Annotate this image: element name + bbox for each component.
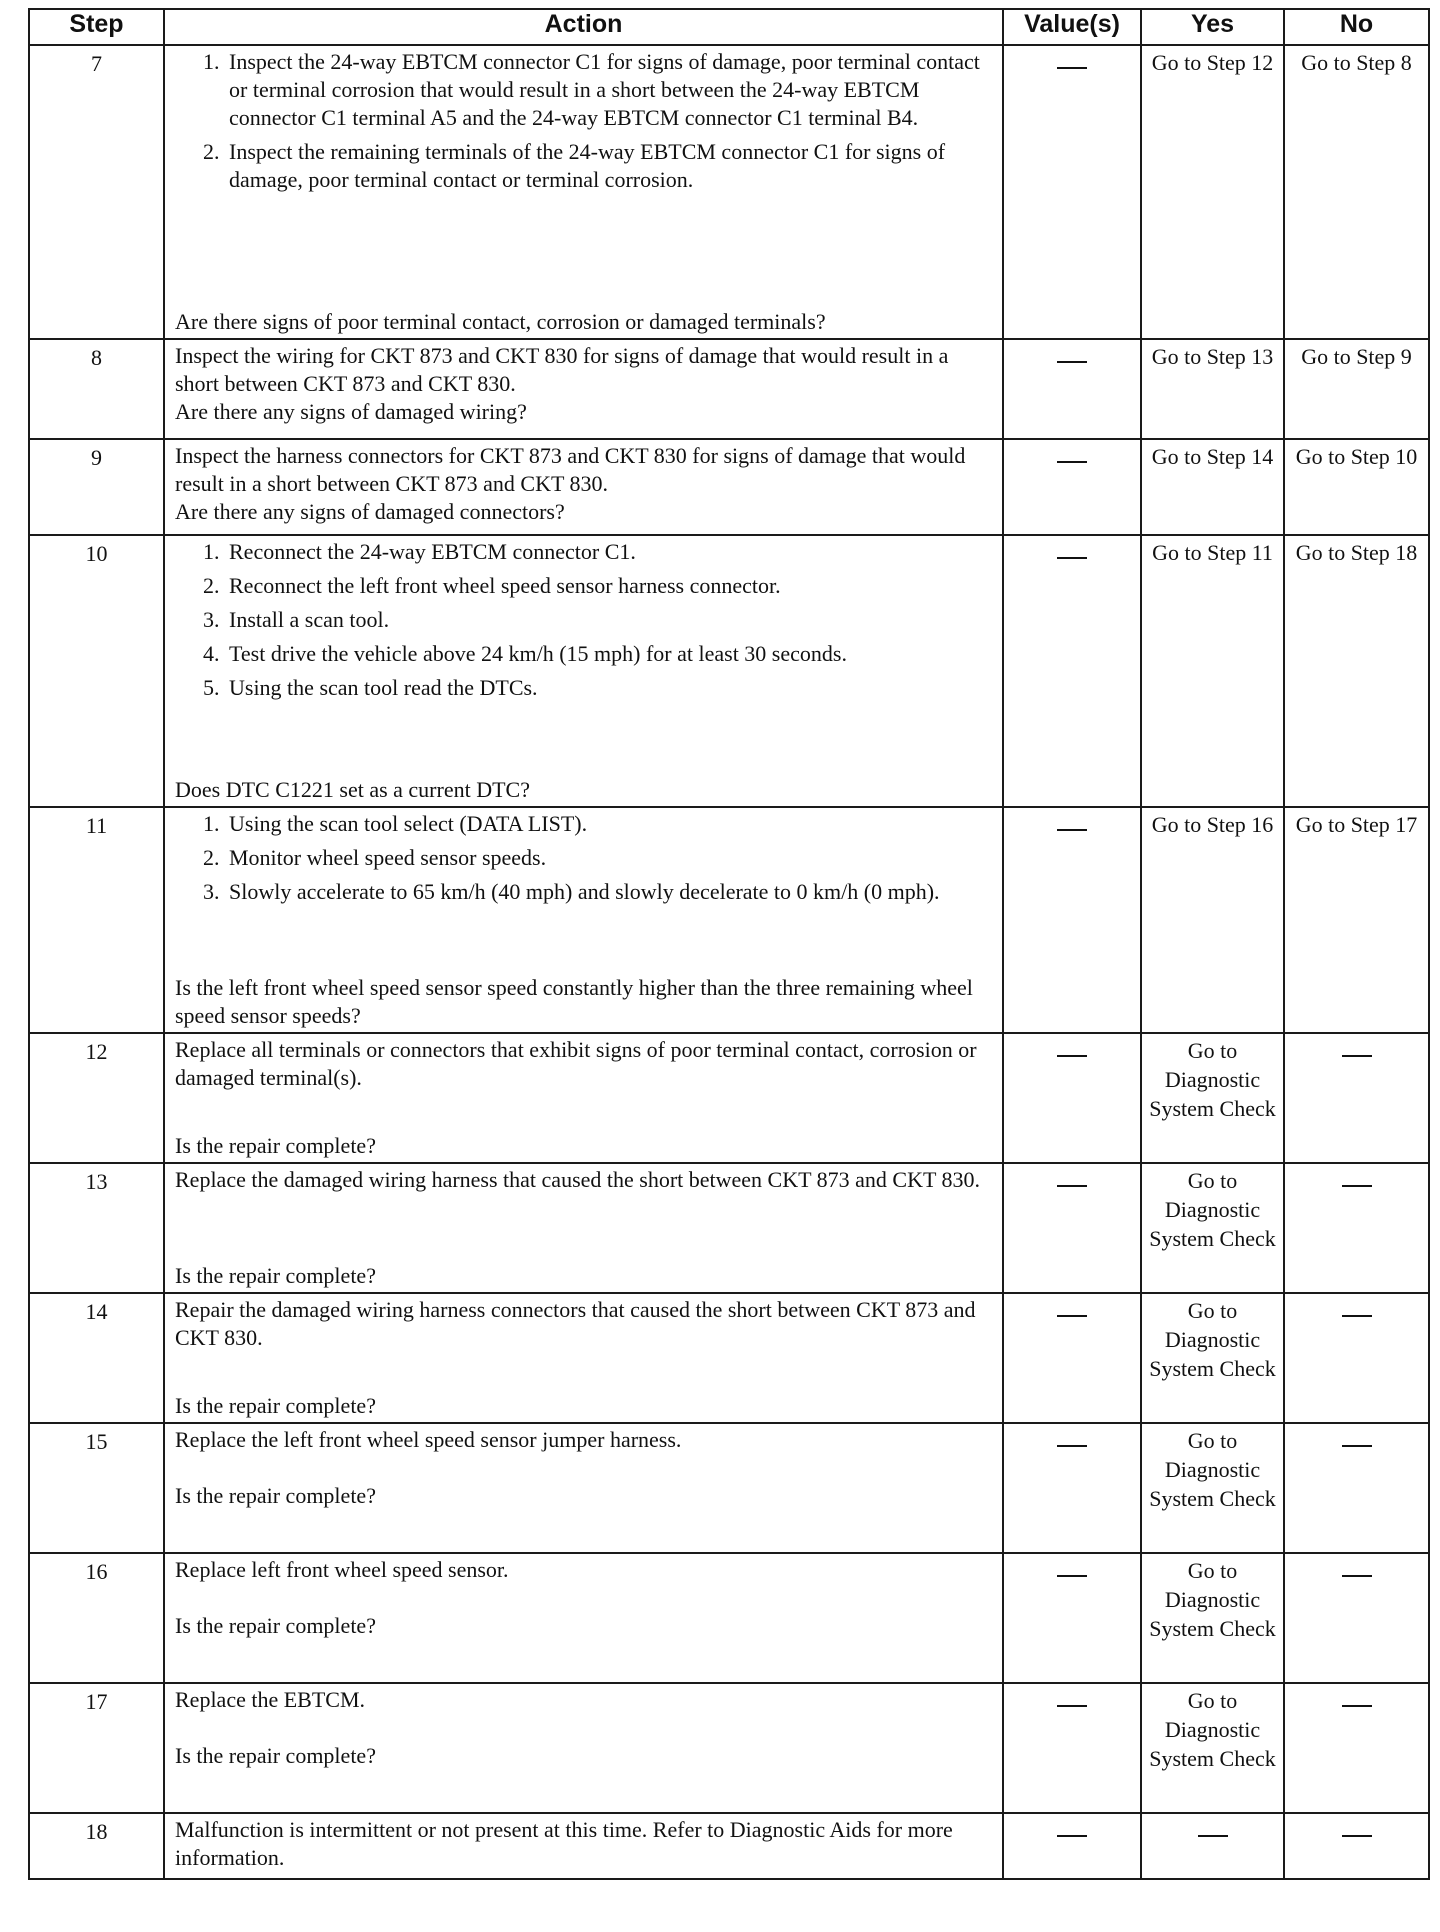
step-number: 14: [29, 1293, 164, 1423]
action-text: Replace the damaged wiring harness that caused the short between CKT 873 and CKT 830.: [175, 1167, 981, 1192]
no-cell: Go to Step 9: [1284, 339, 1429, 439]
action-text: Malfunction is intermittent or not present at this time. Refer to Diagnostic Aids for more information.: [175, 1817, 953, 1870]
action-item: 1. Reconnect the 24-way EBTCM connector C1.: [225, 538, 992, 566]
value-cell: [1003, 1293, 1141, 1423]
value-cell: [1003, 1163, 1141, 1293]
value-cell: [1003, 1423, 1141, 1553]
action-text: Replace the left front wheel speed sensor jumper harness.: [175, 1427, 682, 1452]
step-number: 15: [29, 1423, 164, 1553]
value-cell: [1003, 535, 1141, 807]
header-yes: Yes: [1141, 9, 1284, 45]
action-cell: [164, 1163, 1003, 1293]
dash-mark: [1342, 1445, 1372, 1447]
table-row-step-12: [29, 1033, 1429, 1163]
no-cell: [1284, 1683, 1429, 1813]
action-cell: [164, 339, 1003, 439]
dash-mark: [1342, 1835, 1372, 1837]
step-number: 17: [29, 1683, 164, 1813]
value-cell: [1003, 339, 1141, 439]
action-cell: [164, 1683, 1003, 1813]
dash-mark: [1057, 1835, 1087, 1837]
action-text: Inspect the harness connectors for CKT 873 and CKT 830 for signs of damage that would result in a short between CKT 873 and CKT 830.: [175, 443, 966, 496]
action-item: 2. Reconnect the left front wheel speed sensor harness connector.: [225, 572, 992, 600]
action-text: Replace left front wheel speed sensor.: [175, 1557, 509, 1582]
action-cell: [164, 45, 1003, 339]
action-question: Are there signs of poor terminal contact, corrosion or damaged terminals?: [175, 309, 826, 334]
yes-cell: Go to Step 16: [1141, 807, 1284, 1033]
step-number: 11: [29, 807, 164, 1033]
diagnostic-table-page: [28, 8, 1428, 1880]
dash-mark: [1057, 1315, 1087, 1317]
yes-cell: Go to Step 14: [1141, 439, 1284, 535]
value-cell: [1003, 1683, 1141, 1813]
value-cell: [1003, 1813, 1141, 1879]
action-item: 5. Using the scan tool read the DTCs.: [225, 674, 992, 702]
action-text: Inspect the wiring for CKT 873 and CKT 830 for signs of damage that would result in a short between CKT 873 and CKT 830.: [175, 343, 949, 396]
dash-mark: [1057, 461, 1087, 463]
action-item: 3. Slowly accelerate to 65 km/h (40 mph) and slowly decelerate to 0 km/h (0 mph).: [225, 878, 992, 906]
dash-mark: [1057, 67, 1087, 69]
no-cell: Go to Step 17: [1284, 807, 1429, 1033]
no-cell: Go to Step 10: [1284, 439, 1429, 535]
table-row-step-15: [29, 1423, 1429, 1553]
table-row-step-7: [29, 45, 1429, 339]
action-question: Is the repair complete?: [175, 1263, 376, 1288]
header-no: No: [1284, 9, 1429, 45]
dash-mark: [1057, 1705, 1087, 1707]
action-cell: [164, 439, 1003, 535]
step-number: 12: [29, 1033, 164, 1163]
no-cell: [1284, 1553, 1429, 1683]
step-number: 10: [29, 535, 164, 807]
yes-cell: Go to Diagnostic System Check: [1141, 1163, 1284, 1293]
action-cell: [164, 535, 1003, 807]
header-values: Value(s): [1003, 9, 1141, 45]
dash-mark: [1198, 1835, 1228, 1837]
no-cell: [1284, 1163, 1429, 1293]
diagnostic-table: [28, 8, 1430, 1880]
dash-mark: [1057, 1185, 1087, 1187]
no-cell: [1284, 1423, 1429, 1553]
dash-mark: [1057, 361, 1087, 363]
table-row-step-13: [29, 1163, 1429, 1293]
action-list: [175, 810, 992, 906]
dash-mark: [1057, 1575, 1087, 1577]
table-row-step-9: [29, 439, 1429, 535]
header-step: Step: [29, 9, 164, 45]
action-text: Repair the damaged wiring harness connectors that caused the short between CKT 873 and CKT 830.: [175, 1297, 976, 1350]
table-row-step-8: [29, 339, 1429, 439]
action-item: 3. Install a scan tool.: [225, 606, 992, 634]
step-number: 9: [29, 439, 164, 535]
action-question: Are there any signs of damaged connectors?: [175, 499, 565, 524]
table-row-step-16: [29, 1553, 1429, 1683]
dash-mark: [1057, 829, 1087, 831]
value-cell: [1003, 807, 1141, 1033]
action-question: Is the repair complete?: [175, 1133, 376, 1158]
step-number: 16: [29, 1553, 164, 1683]
no-cell: Go to Step 18: [1284, 535, 1429, 807]
action-text: Replace all terminals or connectors that exhibit signs of poor terminal contact, corrosion or damaged terminal(s).: [175, 1037, 977, 1090]
action-cell: [164, 1033, 1003, 1163]
action-list: [175, 48, 992, 194]
yes-cell: Go to Diagnostic System Check: [1141, 1293, 1284, 1423]
action-question: Is the repair complete?: [175, 1743, 376, 1768]
action-cell: [164, 1813, 1003, 1879]
dash-mark: [1342, 1575, 1372, 1577]
no-cell: [1284, 1033, 1429, 1163]
dash-mark: [1342, 1055, 1372, 1057]
no-cell: [1284, 1293, 1429, 1423]
action-item: 1. Using the scan tool select (DATA LIST).: [225, 810, 992, 838]
value-cell: [1003, 1553, 1141, 1683]
yes-cell: Go to Step 13: [1141, 339, 1284, 439]
dash-mark: [1057, 557, 1087, 559]
action-list: [175, 538, 992, 702]
yes-cell: Go to Step 12: [1141, 45, 1284, 339]
dash-mark: [1342, 1185, 1372, 1187]
value-cell: [1003, 439, 1141, 535]
step-number: 8: [29, 339, 164, 439]
action-item: 2. Inspect the remaining terminals of the 24-way EBTCM connector C1 for signs of damage, poor terminal contact or terminal corrosion.: [225, 138, 992, 194]
dash-mark: [1057, 1055, 1087, 1057]
action-question: Is the repair complete?: [175, 1393, 376, 1418]
table-row-step-11: [29, 807, 1429, 1033]
value-cell: [1003, 45, 1141, 339]
table-header-row: [29, 9, 1429, 45]
table-row-step-18: [29, 1813, 1429, 1879]
table-row-step-14: [29, 1293, 1429, 1423]
yes-cell: Go to Diagnostic System Check: [1141, 1683, 1284, 1813]
step-number: 13: [29, 1163, 164, 1293]
yes-cell: Go to Step 11: [1141, 535, 1284, 807]
table-row-step-17: [29, 1683, 1429, 1813]
action-cell: [164, 1293, 1003, 1423]
step-number: 7: [29, 45, 164, 339]
dash-mark: [1342, 1705, 1372, 1707]
yes-cell: [1141, 1813, 1284, 1879]
yes-cell: Go to Diagnostic System Check: [1141, 1423, 1284, 1553]
action-cell: [164, 1423, 1003, 1553]
dash-mark: [1057, 1445, 1087, 1447]
action-text: Replace the EBTCM.: [175, 1687, 366, 1712]
dash-mark: [1342, 1315, 1372, 1317]
action-cell: [164, 1553, 1003, 1683]
yes-cell: Go to Diagnostic System Check: [1141, 1033, 1284, 1163]
action-item: 4. Test drive the vehicle above 24 km/h (15 mph) for at least 30 seconds.: [225, 640, 992, 668]
action-question: Is the left front wheel speed sensor speed constantly higher than the three remaining wheel speed sensor speeds?: [175, 975, 973, 1028]
action-item: 2. Monitor wheel speed sensor speeds.: [225, 844, 992, 872]
value-cell: [1003, 1033, 1141, 1163]
action-question: Is the repair complete?: [175, 1613, 376, 1638]
header-action: Action: [164, 9, 1003, 45]
action-item: 1. Inspect the 24-way EBTCM connector C1 for signs of damage, poor terminal contact or terminal corrosion that would result in a short between the 24-way EBTCM connector C1 terminal A5 and the 24-way EBTCM connector C1 terminal B4.: [225, 48, 992, 132]
step-number: 18: [29, 1813, 164, 1879]
action-question: Does DTC C1221 set as a current DTC?: [175, 777, 530, 802]
table-row-step-10: [29, 535, 1429, 807]
action-question: Are there any signs of damaged wiring?: [175, 399, 527, 424]
yes-cell: Go to Diagnostic System Check: [1141, 1553, 1284, 1683]
action-question: Is the repair complete?: [175, 1483, 376, 1508]
action-cell: [164, 807, 1003, 1033]
no-cell: [1284, 1813, 1429, 1879]
no-cell: Go to Step 8: [1284, 45, 1429, 339]
